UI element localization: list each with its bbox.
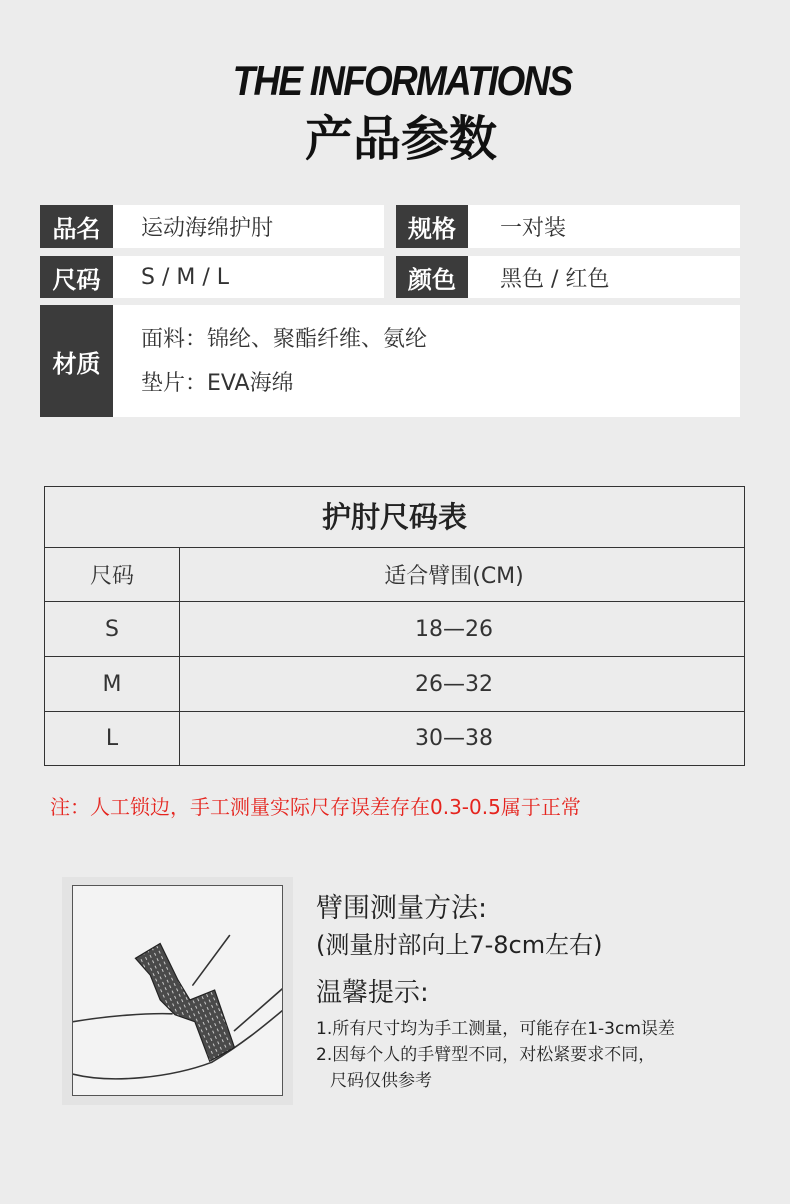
size-table xyxy=(44,486,745,766)
spec-value-size: S / M / L xyxy=(113,256,384,298)
table-row xyxy=(45,656,744,711)
tip-item: 尺码仅供参考 xyxy=(330,1071,432,1091)
size-table-header-row xyxy=(45,547,744,601)
tips-title: 温馨提示: xyxy=(316,978,429,1008)
spec-value-material xyxy=(113,305,740,417)
size-table-title: 护肘尺码表 xyxy=(321,500,467,534)
size-cell: L xyxy=(45,712,180,765)
arm-lower-contour xyxy=(73,1062,212,1079)
tip-item: 2.因每个人的手臂型不同，对松紧要求不同， xyxy=(316,1045,656,1065)
header-arm-circumference: 适合臂围(CM) xyxy=(384,564,524,589)
arm-right-contour xyxy=(234,989,282,1031)
spec-value-name: 运动海绵护肘 xyxy=(113,205,384,248)
range-cell: 18—26 xyxy=(415,616,493,642)
arm-upper-contour xyxy=(73,1014,172,1022)
title-english: THE INFORMATIONS xyxy=(232,57,572,104)
table-row xyxy=(45,711,744,765)
illustration-box xyxy=(72,885,283,1096)
range-cell: 26—32 xyxy=(415,671,493,697)
measure-method-title: 臂围测量方法: xyxy=(316,893,488,924)
spec-value-color: 黑色 / 红色 xyxy=(468,256,740,298)
size-cell: S xyxy=(45,602,180,656)
spec-label-spec: 规格 xyxy=(396,205,468,248)
spec-label-material: 材质 xyxy=(40,305,113,417)
size-cell: M xyxy=(45,657,180,711)
material-pad: 垫片：EVA海绵 xyxy=(141,371,294,396)
spec-label-size: 尺码 xyxy=(40,256,113,298)
range-cell: 30—38 xyxy=(415,726,493,751)
arm-measurement-illustration xyxy=(73,886,282,1095)
spec-label-name: 品名 xyxy=(40,205,113,248)
measuring-tape xyxy=(135,943,234,1061)
material-fabric: 面料：锦纶、聚酯纤维、氨纶 xyxy=(141,327,428,352)
spec-value-spec: 一对装 xyxy=(468,205,740,248)
spec-label-color: 颜色 xyxy=(396,256,468,298)
title-chinese: 产品参数 xyxy=(304,111,497,167)
table-row xyxy=(45,601,744,656)
measure-method-detail: (测量肘部向上7-8cm左右) xyxy=(316,931,603,959)
tip-item: 1.所有尺寸均为手工测量，可能存在1-3cm误差 xyxy=(316,1019,675,1039)
tolerance-note: 注：人工锁边，手工测量实际尺存误差存在0.3-0.5属于正常 xyxy=(50,795,581,819)
header-size: 尺码 xyxy=(45,548,180,601)
arm-upper-line xyxy=(193,936,230,986)
